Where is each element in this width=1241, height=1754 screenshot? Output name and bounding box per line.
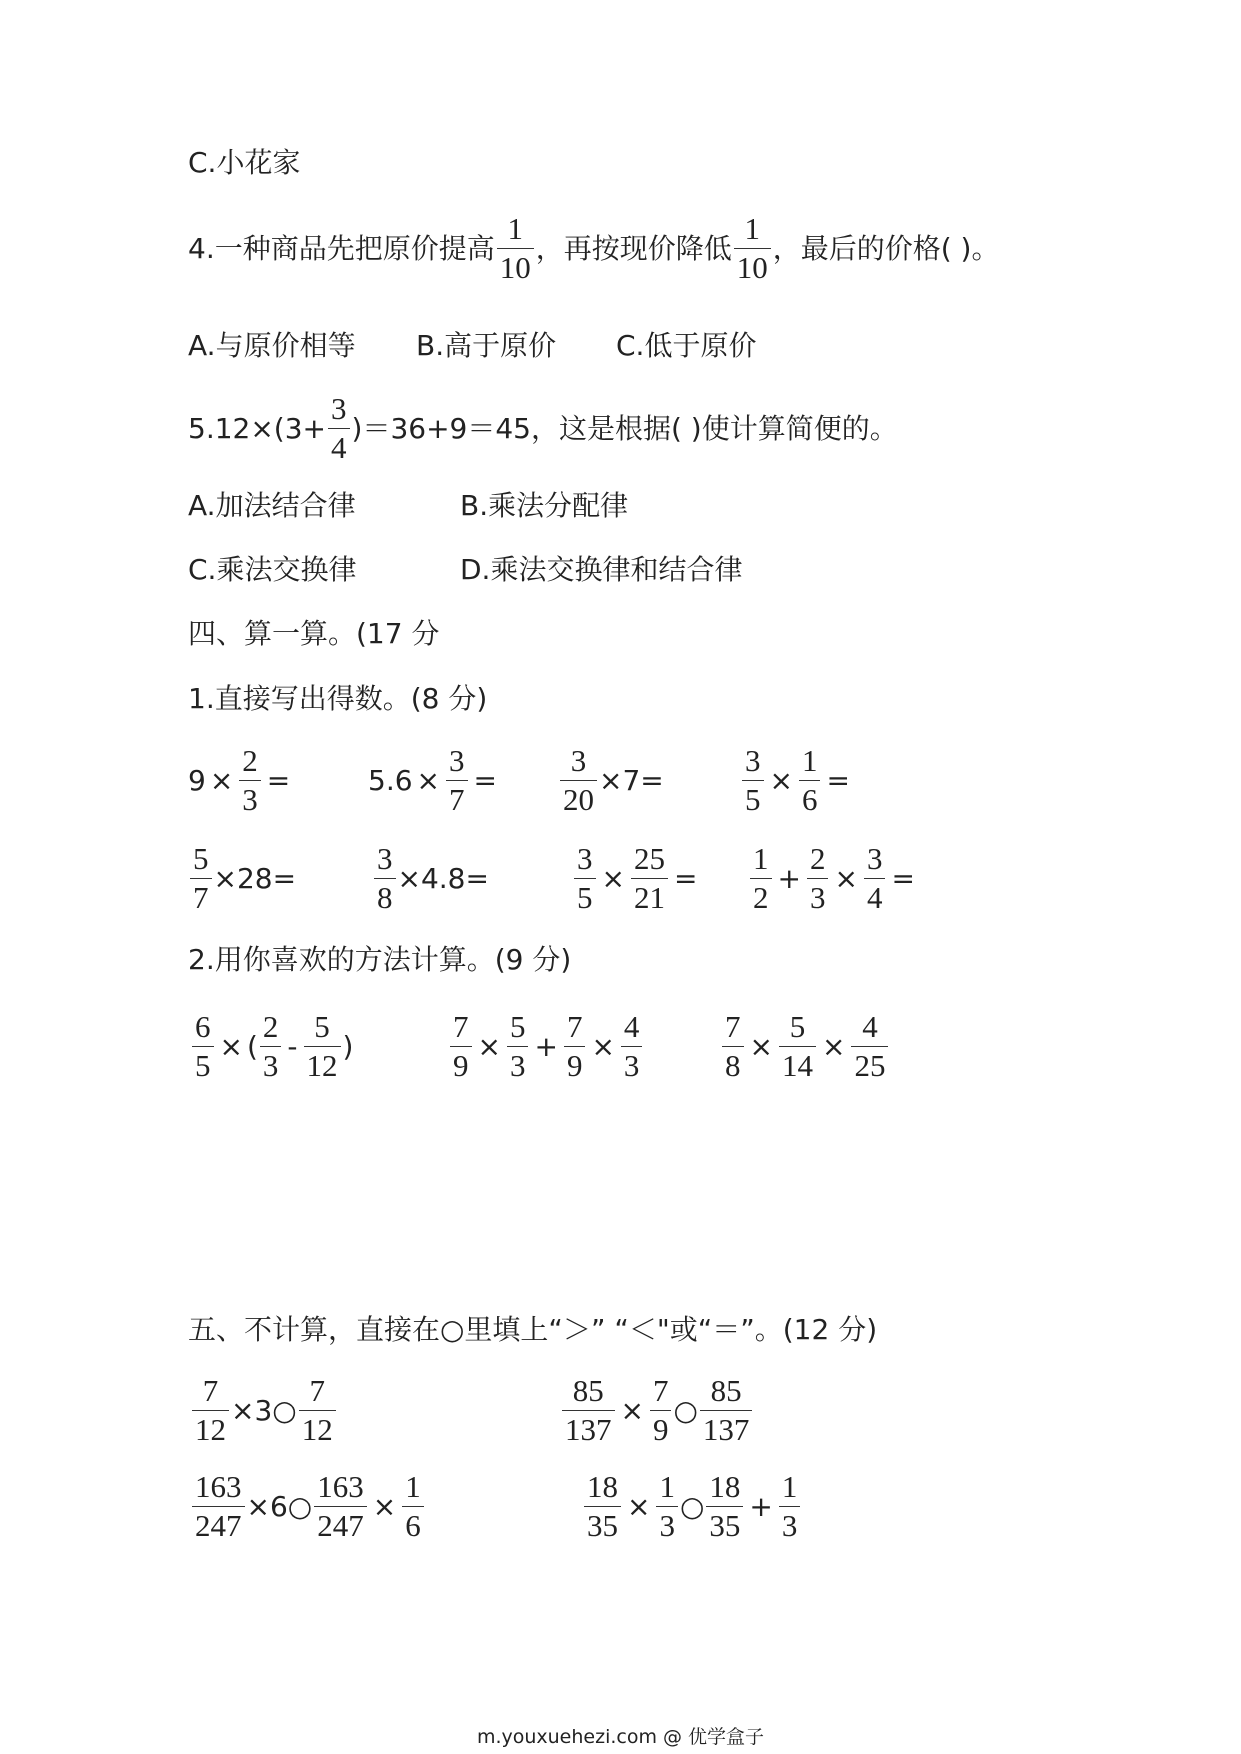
section-4-sub-1: 1.直接写出得数。(8 分)	[188, 682, 488, 715]
q5-option-c: C.乘法交换律	[188, 553, 357, 586]
section-4-title: 四、算一算。(17 分	[188, 617, 440, 650]
question-4	[188, 210, 999, 287]
expr-3-20x7: $\frac{3}{20}$ ×7=	[558, 742, 664, 819]
fraction-1-10: $\frac{1}{10}$	[734, 210, 771, 287]
q4-text-mid: ，再按现价降低	[535, 231, 732, 265]
q4-option-b: B.高于原价	[416, 329, 557, 362]
compare-163-247x6: $\frac{163}{247}$ ×6○ $\frac{163}{247}$ × $\frac{1}{6}$	[190, 1468, 426, 1545]
expr-9x2-3: 9 × $\frac{2}{3}$ =	[188, 743, 291, 817]
expr-1-2p2-3x3-4: $\frac{1}{2}$ + $\frac{2}{3}$ × $\frac{3}{4}$ =	[748, 840, 919, 917]
q4-option-c: C.低于原价	[616, 329, 757, 362]
expr-7-8x5-14x4-25: $\frac{7}{8}$ × $\frac{5}{14}$ × $\frac{4}{25}$	[720, 1008, 890, 1085]
expr-6-5x-paren: $\frac{6}{5}$ × ( $\frac{2}{3}$ - $\frac{5}{12}$ )	[190, 1008, 353, 1085]
expr-3-5x25-21: $\frac{3}{5}$ × $\frac{25}{21}$ =	[572, 840, 701, 917]
compare-18-35x1-3: $\frac{18}{35}$ × $\frac{1}{3}$ ○ $\frac{18}{35}$ + $\frac{1}{3}$	[582, 1468, 802, 1545]
expr-3-5x1-6: $\frac{3}{5}$ × $\frac{1}{6}$ =	[740, 742, 854, 819]
q5-text-before: 5.12×(3+	[188, 411, 327, 445]
page-footer: m.youxuehezi.com @ 优学盒子	[476, 1726, 765, 1748]
expr-7-9x5-3p7-9x4-3: $\frac{7}{9}$ × $\frac{5}{3}$ + $\frac{7}{9}$ × $\frac{4}{3}$	[448, 1008, 644, 1085]
fraction-1-10: $\frac{1}{10}$	[497, 210, 534, 287]
compare-85-137x7-9: $\frac{85}{137}$ × $\frac{7}{9}$ ○ $\frac{85}{137}$	[560, 1372, 754, 1449]
q4-text-after: ，最后的价格( )。	[772, 231, 1000, 265]
expr-5p6x3-7: 5.6 × $\frac{3}{7}$ =	[368, 743, 497, 817]
question-5	[188, 390, 898, 467]
compare-7-12x3: $\frac{7}{12}$ ×3○ $\frac{7}{12}$	[190, 1372, 338, 1449]
q5-option-a: A.加法结合律	[188, 489, 356, 522]
section-4-sub-2: 2.用你喜欢的方法计算。(9 分)	[188, 943, 572, 976]
fraction-3-4: $\frac{3}{4}$	[328, 390, 350, 467]
expr-3-8x4p8: $\frac{3}{8}$ ×4.8=	[372, 840, 489, 917]
expr-5-7x28: $\frac{5}{7}$ ×28=	[188, 840, 296, 917]
section-5-title: 五、不计算，直接在○里填上“＞” “＜"或“＝”。(12 分)	[188, 1313, 878, 1346]
q5-option-d: D.乘法交换律和结合律	[460, 553, 743, 586]
q3-option-c: C.小花家	[188, 146, 301, 179]
q5-text-after: )＝36+9＝45，这是根据( )使计算简便的。	[351, 411, 898, 445]
q5-option-b: B.乘法分配律	[460, 489, 629, 522]
q4-text-before: 4.一种商品先把原价提高	[188, 231, 495, 265]
q4-option-a: A.与原价相等	[188, 329, 356, 362]
